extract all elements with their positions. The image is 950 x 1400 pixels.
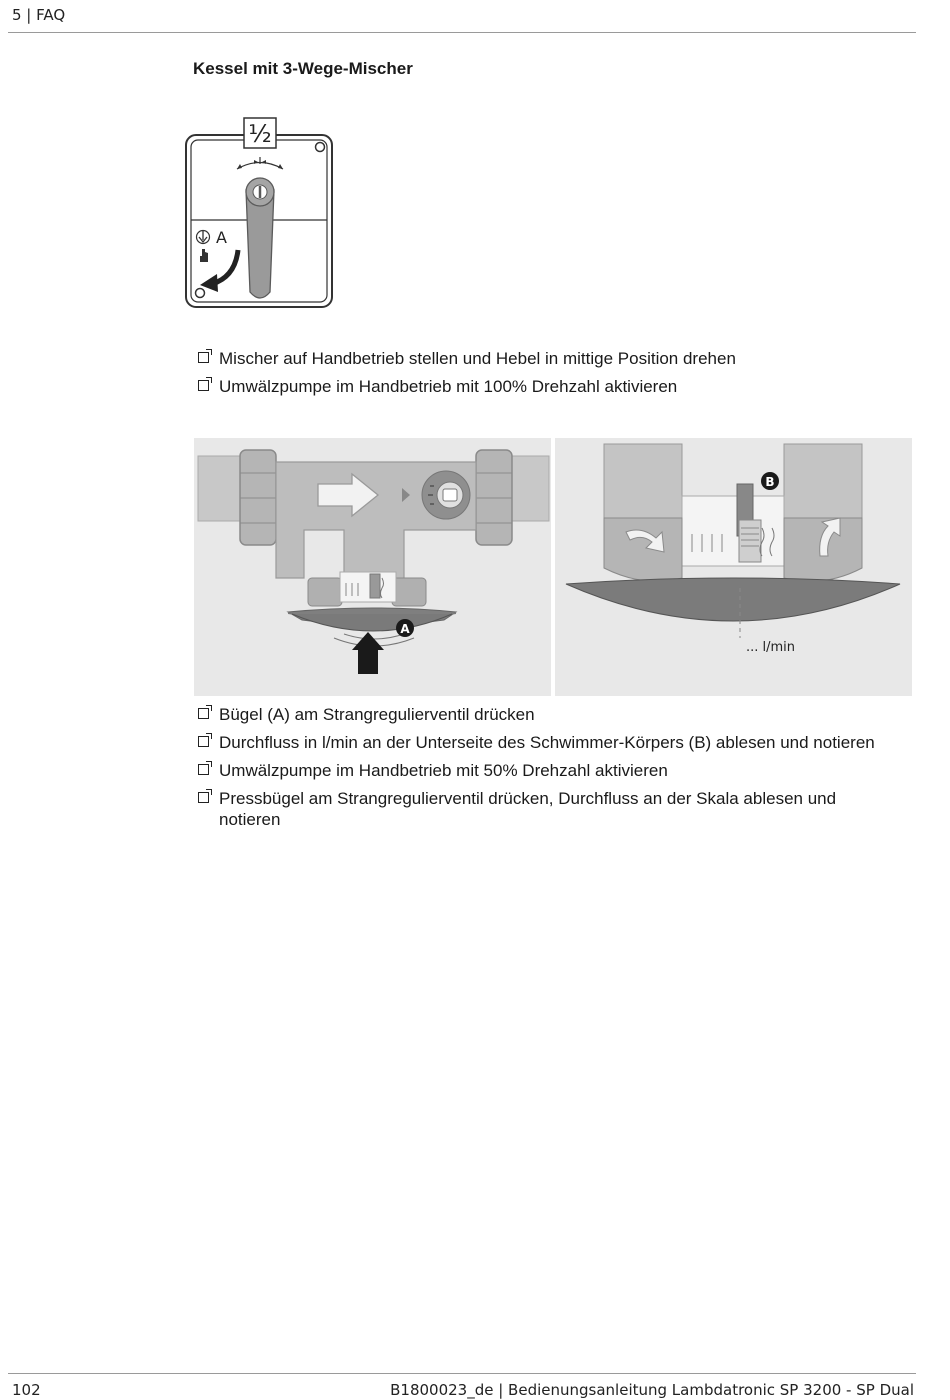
mixer-handle-figure: [180, 112, 340, 312]
flow-unit-label: ... l/min: [746, 640, 796, 655]
section-title: Kessel mit 3-Wege-Mischer: [193, 59, 413, 78]
header-divider: [8, 32, 916, 33]
checkbox-bullet-icon: [198, 380, 209, 391]
checkbox-bullet-icon: [198, 792, 209, 803]
checkbox-bullet-icon: [198, 736, 209, 747]
list-item: Pressbügel am Strangregulierventil drücken, Durchfluss an der Skala ablesen und notieren: [197, 788, 897, 830]
fraction-label: ½: [248, 120, 272, 148]
list-item: Umwälzpumpe im Handbetrieb mit 100% Drehzahl aktivieren: [197, 376, 897, 397]
instruction-list-2: [197, 704, 897, 837]
checkbox-bullet-icon: [198, 764, 209, 775]
instruction-list-1: [197, 348, 897, 404]
running-header: 5 | FAQ: [12, 6, 66, 24]
balancing-valve-figure: [194, 438, 912, 696]
callout-a: A: [400, 622, 410, 636]
list-item: Umwälzpumpe im Handbetrieb mit 50% Drehzahl aktivieren: [197, 760, 897, 781]
document-info: B1800023_de | Bedienungsanleitung Lambdatronic SP 3200 - SP Dual: [390, 1381, 914, 1399]
list-item: Bügel (A) am Strangregulierventil drücken: [197, 704, 897, 725]
checkbox-bullet-icon: [198, 352, 209, 363]
page-number: 102: [12, 1381, 41, 1399]
checkbox-bullet-icon: [198, 708, 209, 719]
footer-divider: [8, 1373, 916, 1374]
list-item: Mischer auf Handbetrieb stellen und Hebel in mittige Position drehen: [197, 348, 897, 369]
list-item: Durchfluss in l/min an der Unterseite des Schwimmer-Körpers (B) ablesen und notieren: [197, 732, 897, 753]
callout-b: B: [765, 475, 775, 489]
mode-label: A: [216, 228, 227, 247]
